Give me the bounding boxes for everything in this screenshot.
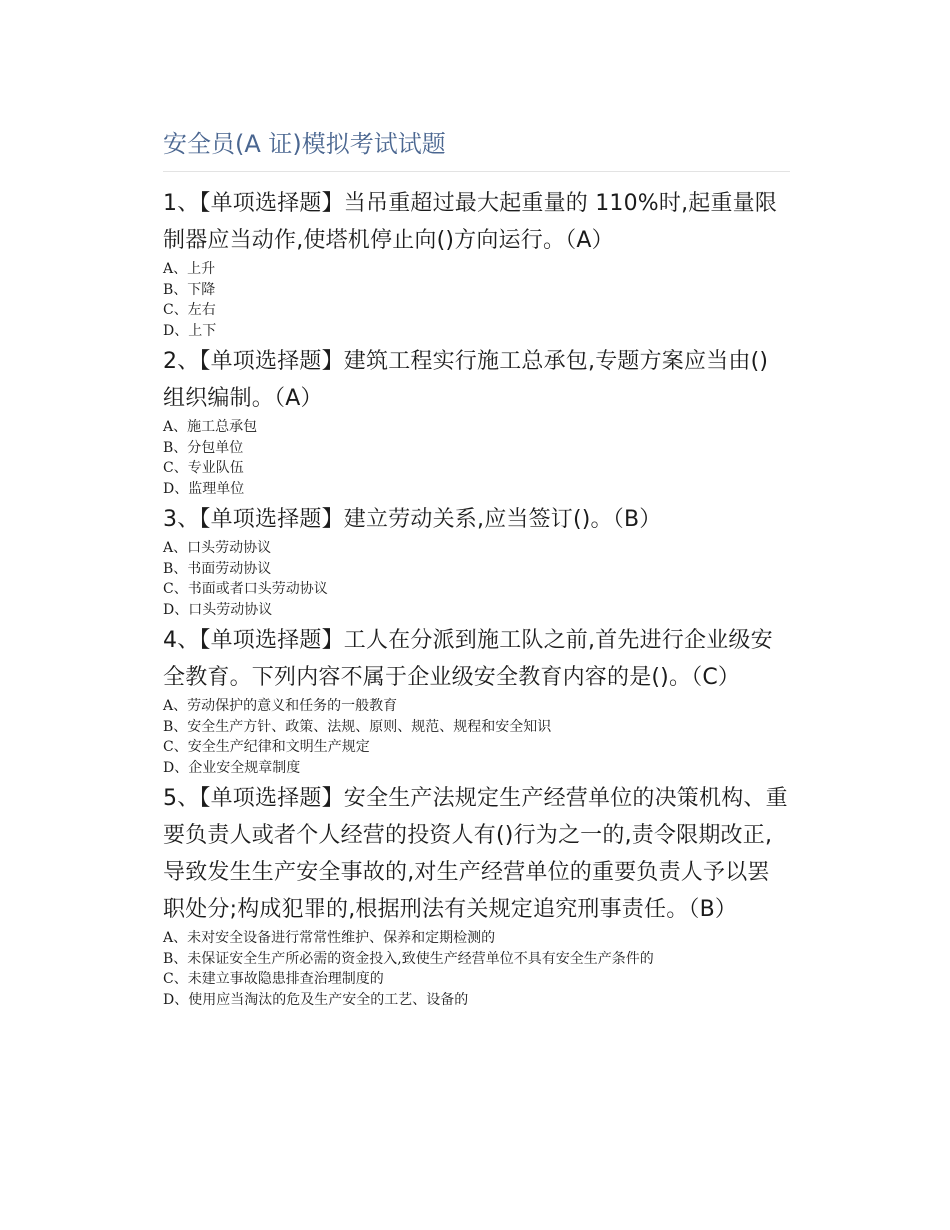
option-d: D、使用应当淘汰的危及生产安全的工艺、设备的 [163, 991, 469, 1008]
option-c: C、专业队伍 [163, 460, 244, 476]
option-a: A、劳动保护的意义和任务的一般教育 [163, 698, 398, 714]
option-a: A、上升 [163, 261, 216, 277]
option-a: A、施工总承包 [163, 419, 258, 435]
option-a: A、未对安全设备进行常常性维护、保养和定期检测的 [163, 930, 496, 946]
question-1 [163, 185, 790, 341]
question-text: 2、【单项选择题】建筑工程实行施工总承包,专题方案应当由()组织编制。（A） [163, 349, 769, 411]
option-list [163, 259, 790, 341]
option-list [163, 696, 790, 778]
option-b: B、下降 [163, 281, 216, 298]
question-text: 5、【单项选择题】安全生产法规定生产经营单位的决策机构、重要负责人或者个人经营的投资人有()行为之一的,责令限期改正,导致发生生产安全事故的,对生产经营单位的重要负责人予以罢职处分;构成犯罪的,根据刑法有关规定追究刑事责任。（B） [163, 786, 788, 922]
option-a: A、口头劳动协议 [163, 540, 272, 556]
question-2 [163, 343, 790, 499]
option-c: C、未建立事故隐患排查治理制度的 [163, 971, 384, 987]
option-list [163, 417, 790, 499]
question-text: 3、【单项选择题】建立劳动关系,应当签订()。（B） [163, 507, 662, 532]
option-d: D、监理单位 [163, 480, 245, 497]
option-d: D、上下 [163, 322, 217, 339]
question-4 [163, 622, 790, 778]
option-c: C、左右 [163, 302, 216, 318]
option-b: B、分包单位 [163, 439, 244, 456]
question-text: 1、【单项选择题】当吊重超过最大起重量的 110%时,起重量限制器应当动作,使塔机停止向()方向运行。（A） [163, 191, 778, 253]
option-list [163, 538, 790, 620]
option-b: B、书面劳动协议 [163, 560, 272, 577]
question-text: 4、【单项选择题】工人在分派到施工队之前,首先进行企业级安全教育。下列内容不属于企业级安全教育内容的是()。（C） [163, 628, 773, 690]
option-b: B、安全生产方针、政策、法规、原则、规范、规程和安全知识 [163, 718, 552, 735]
question-3 [163, 501, 790, 620]
document-title: 安全员(A 证)模拟考试试题 [163, 126, 790, 172]
question-5 [163, 780, 790, 1010]
option-b: B、未保证安全生产所必需的资金投入,致使生产经营单位不具有安全生产条件的 [163, 950, 654, 967]
option-d: D、口头劳动协议 [163, 601, 273, 618]
option-c: C、书面或者口头劳动协议 [163, 581, 328, 597]
option-c: C、安全生产纪律和文明生产规定 [163, 739, 370, 755]
option-d: D、企业安全规章制度 [163, 759, 301, 776]
option-list [163, 928, 790, 1010]
